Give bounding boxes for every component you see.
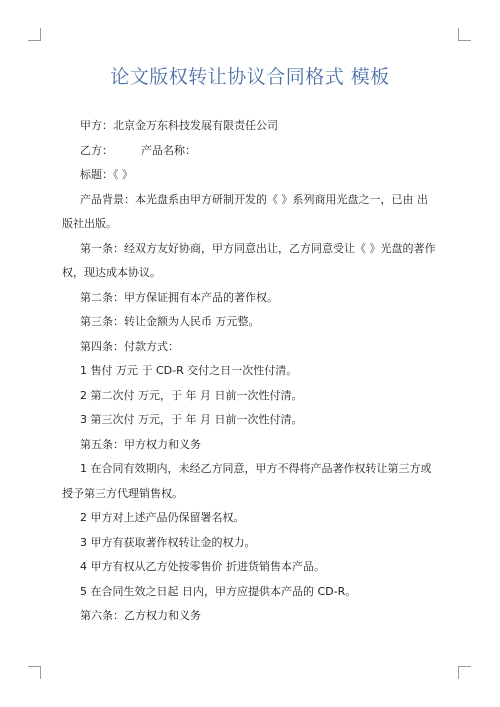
clause-4-item-3: 3 第三次付 万元，于 年 月 日前一次性付清。	[80, 413, 303, 426]
party-b-label: 乙方：	[80, 143, 113, 157]
crop-mark-bottom-right	[458, 666, 471, 679]
product-name-label: 产品名称：	[141, 143, 196, 157]
product-background: 产品背景：本光盘系由甲方研制开发的《 》系列商用光盘之一，已由 出版社出版。	[62, 192, 428, 230]
clause-5: 第五条：甲方权力和义务	[80, 437, 201, 451]
clause-4-item-1: 1 售付 万元 于 CD-R 交付之日一次性付清。	[80, 364, 298, 377]
clause-5-item-3: 3 甲方有获取著作权转让金的权力。	[80, 535, 256, 549]
party-b-line	[62, 139, 438, 164]
clause-5-item-1: 1 在合同有效期内，未经乙方同意，甲方不得将产品著作权转让第三方或授予第三方代理销售权。	[62, 462, 432, 500]
clause-4: 第四条：付款方式：	[80, 339, 179, 353]
title-line: 标题：《 》	[80, 168, 133, 181]
clause-5-item-4: 4 甲方有权从乙方处按零售价 折进货销售本产品。	[80, 560, 325, 573]
crop-mark-bottom-left	[28, 666, 41, 679]
clause-5-item-5: 5 在合同生效之日起 日内，甲方应提供本产品的 CD-R。	[80, 584, 357, 598]
party-a-line: 甲方：北京金万东科技发展有限责任公司	[80, 119, 278, 132]
clause-2: 第二条：甲方保证拥有本产品的著作权。	[80, 290, 278, 304]
document-title: 论文版权转让协议合同格式 模板	[110, 66, 390, 88]
document-body	[62, 114, 438, 629]
clause-1: 第一条：经双方友好协商，甲方同意出让，乙方同意受让《 》光盘的著作权，现达成本协议。	[62, 241, 436, 279]
clause-6: 第六条：乙方权力和义务	[80, 609, 201, 622]
clause-3: 第三条：转让金额为人民币 万元整。	[80, 315, 260, 328]
crop-mark-top-left	[28, 28, 41, 41]
crop-mark-top-right	[458, 28, 471, 41]
clause-4-item-2: 2 第二次付 万元，于 年 月 日前一次性付清。	[80, 388, 303, 402]
clause-5-item-2: 2 甲方对上述产品仍保留署名权。	[80, 511, 245, 524]
